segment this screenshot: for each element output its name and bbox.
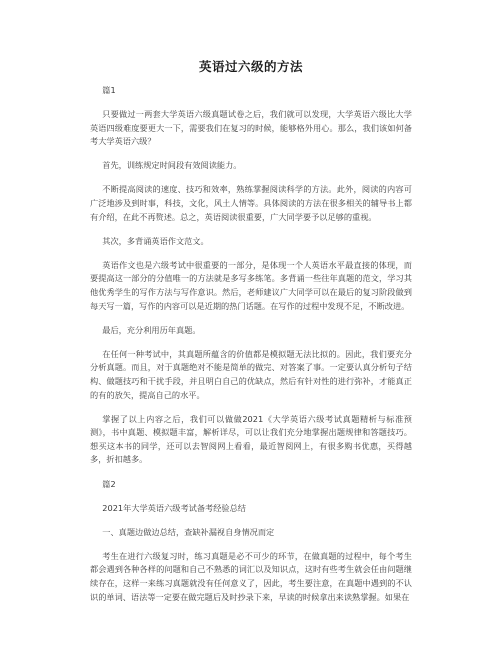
paragraph: 掌握了以上内容之后，我们可以做做2021《大学英语六级考试真题精析与标准预测》，书中真题、模拟题丰富，解析详尽，可以让我们充分地掌握出题规律和答题技巧。想买这本书的同学，还可以去智阅网上看看，最近智阅网上，有很多购书优惠，买得越多，折扣越多。 [90,413,412,465]
section-label: 篇1 [102,85,116,95]
paragraph-heading: 一、真题边做边总结，查缺补漏视自身情况而定 [102,526,275,537]
paragraph: 英语作文也是六级考试中很重要的一部分，是体现一个人英语水平最直接的体现，而要提高这一部分的分值唯一的方法就是多写多练笔。多背诵一些往年真题的范文，学习其他优秀学生的写作方法与写作意识。然后，老师建议广大同学可以在最后的复习阶段做到每天写一篇，写作的内容可以是近期的热门话题。在写作的过程中发现不足，不断改进。 [90,259,412,311]
paragraph-heading: 最后，充分利用历年真题。 [102,324,201,335]
paragraph-heading: 首先，训练规定时间段有效阅读能力。 [102,160,242,171]
document-title: 英语过六级的方法 [198,59,303,74]
section-label: 篇2 [102,478,116,489]
paragraph-heading: 2021年大学英语六级考试备考经验总结 [102,502,246,513]
paragraph: 考生在进行六级复习时，练习真题是必不可少的环节，在做真题的过程中，每个考生都会遇到各种各样的问题和自己不熟悉的词汇以及知识点，这时有些考生就会任由问题继续存在，这样一来练习真题就没有任何意义了，因此，考生要注意，在真题中遇到的不认识的单词、语法等一定要在做完题后及时抄录下来，早读的时候拿出来读熟掌握。如果在 [90,550,412,602]
paragraph: 只要做过一两套大学英语六级真题试卷之后，我们就可以发现，大学英语六级比大学英语四级难度要更大一下，需要我们在复习的时候，能够格外用心。那么，我们该如何备考大学英语六级？ [90,109,412,147]
document-body [90,84,412,615]
paragraph: 不断提高阅读的速度、技巧和效率，熟练掌握阅读科学的方法。此外，阅读的内容可广泛地涉及到时事，科技，文化，风土人情等。具体阅读的方法在很多相关的辅导书上都有介绍，在此不再赘述。总之，英语阅读很重要，广大同学要予以足够的重视。 [90,184,412,222]
paragraph: 在任何一种考试中，其真题所蕴含的价值都是模拟题无法比拟的。因此，我们要充分分析真题。而且，对于真题绝对不能是简单的做完、对答案了事。一定要认真分析句子结构、做题技巧和干扰手段，并且明白自己的优缺点，然后有针对性的进行弥补，才能真正的有的放矢，提高自己的水平。 [90,348,412,400]
paragraph-heading: 其次，多背诵英语作文范文。 [102,235,209,246]
